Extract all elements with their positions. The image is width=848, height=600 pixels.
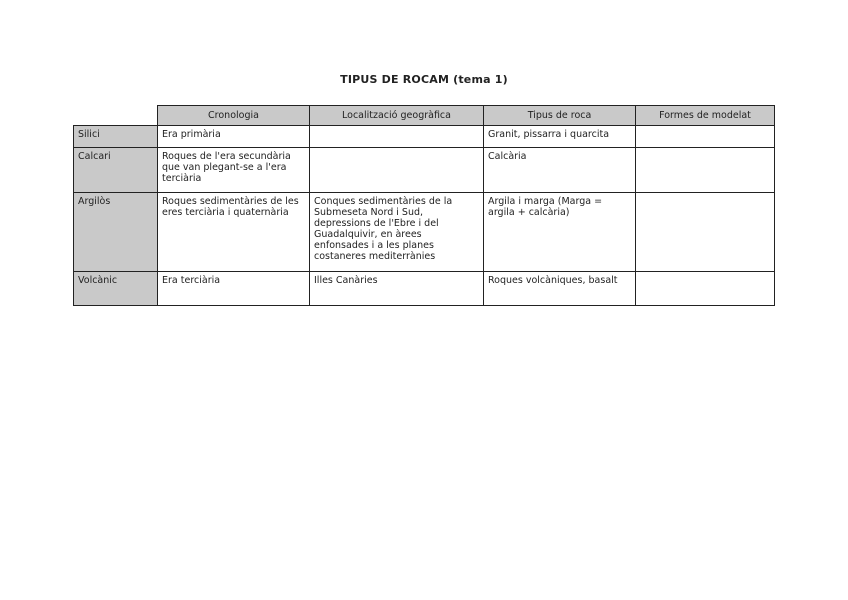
table-row bbox=[74, 126, 775, 148]
document-title: TIPUS DE ROCAM (tema 1) bbox=[340, 73, 508, 86]
table-row bbox=[74, 272, 775, 306]
table-cell: Calcària bbox=[484, 148, 636, 193]
table-cell bbox=[636, 272, 775, 306]
header-formes-modelat: Formes de modelat bbox=[636, 106, 775, 126]
table-cell: Argila i marga (Marga = argila + calcària) bbox=[484, 193, 636, 272]
table-cell: Illes Canàries bbox=[310, 272, 484, 306]
corner-cell bbox=[74, 106, 158, 126]
table-cell: Roques sedimentàries de les eres terciària i quaternària bbox=[158, 193, 310, 272]
row-header: Silici bbox=[74, 126, 158, 148]
table-cell bbox=[310, 126, 484, 148]
table-cell bbox=[636, 126, 775, 148]
row-header: Volcànic bbox=[74, 272, 158, 306]
table-cell: Roques de l'era secundària que van plegant-se a l'era terciària bbox=[158, 148, 310, 193]
table-row bbox=[74, 148, 775, 193]
table-cell bbox=[636, 193, 775, 272]
header-localitzacio: Localització geogràfica bbox=[310, 106, 484, 126]
header-cronologia: Cronologia bbox=[158, 106, 310, 126]
table-header-row bbox=[74, 106, 775, 126]
table-cell bbox=[636, 148, 775, 193]
table-cell: Era primària bbox=[158, 126, 310, 148]
table-cell: Era terciària bbox=[158, 272, 310, 306]
table-cell bbox=[310, 148, 484, 193]
header-tipus-roca: Tipus de roca bbox=[484, 106, 636, 126]
row-header: Argilòs bbox=[74, 193, 158, 272]
table-cell: Conques sedimentàries de la Submeseta Nord i Sud, depressions de l'Ebre i del Guadalquivir, en àrees enfonsades i a les planes costaneres mediterrànies bbox=[310, 193, 484, 272]
table-cell: Roques volcàniques, basalt bbox=[484, 272, 636, 306]
row-header: Calcari bbox=[74, 148, 158, 193]
table-cell: Granit, pissarra i quarcita bbox=[484, 126, 636, 148]
table-row bbox=[74, 193, 775, 272]
rock-types-table bbox=[73, 105, 775, 306]
